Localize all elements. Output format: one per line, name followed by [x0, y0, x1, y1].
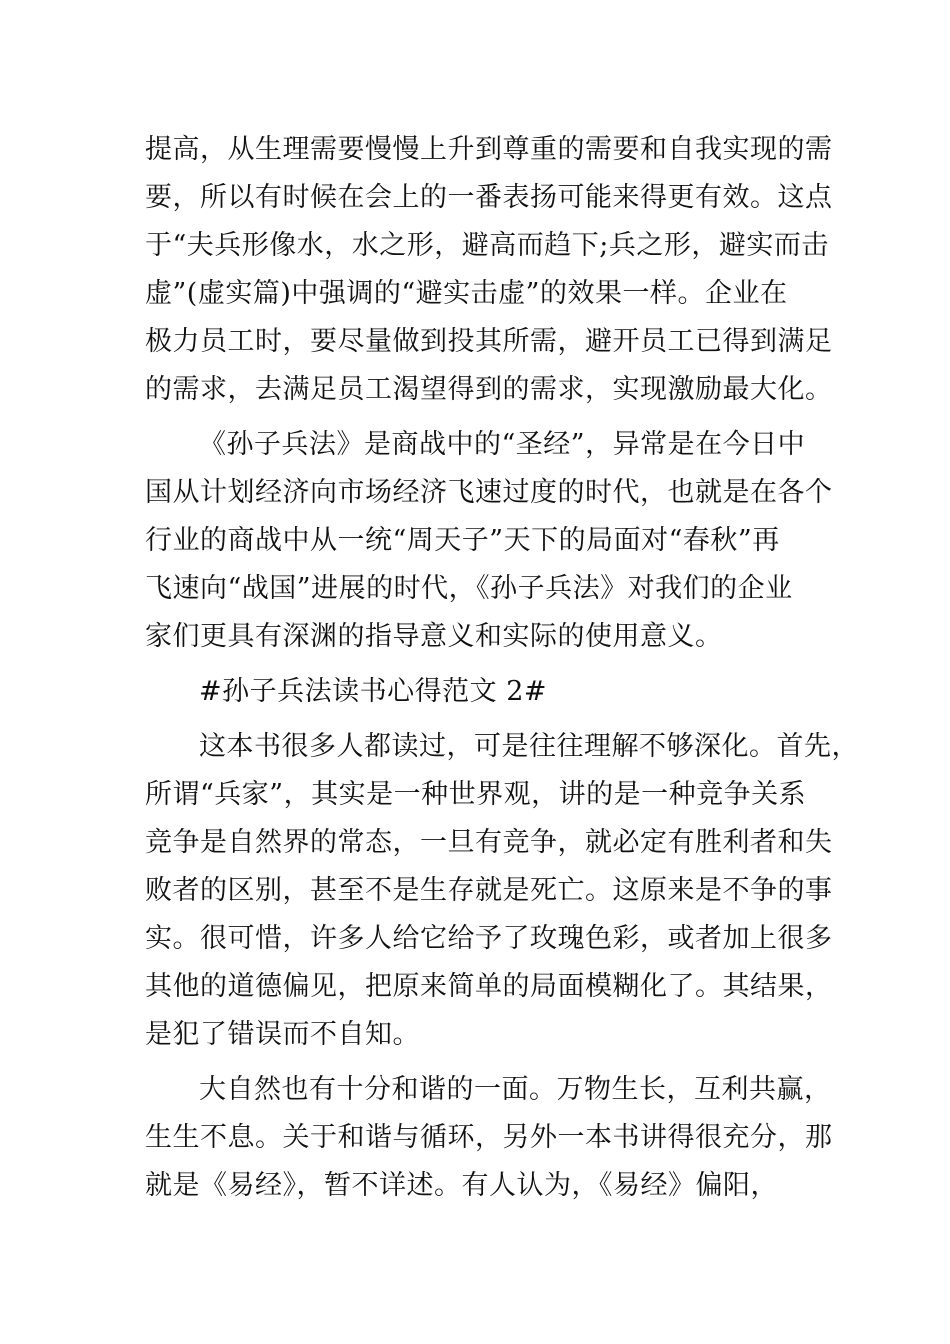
paragraph-first-line: 大自然也有十分和谐的一面。万物生长，互利共赢，	[199, 1074, 832, 1105]
text-line: 行业的商战中从一统“周天子”天下的局面对“春秋”再	[145, 525, 780, 556]
text-line: 于“夫兵形像水，水之形，避高而趋下;兵之形，避实而击	[145, 230, 829, 261]
text-line: 就是《易经》，暂不详述。有人认为，《易经》偏阳，	[145, 1170, 778, 1201]
text-line: 败者的区别，甚至不是生存就是死亡。这原来是不争的事	[145, 875, 833, 906]
text-line: 提高，从生理需要慢慢上升到尊重的需要和自我实现的需	[145, 134, 833, 165]
text-line: 其他的道德偏见，把原来简单的局面模糊化了。其结果，	[145, 971, 833, 1002]
text-line: 国从计划经济向市场经济飞速过度的时代，也就是在各个	[145, 477, 833, 508]
text-line: 竞争是自然界的常态，一旦有竞争，就必定有胜利者和失	[145, 827, 833, 858]
text-line: 生生不息。关于和谐与循环，另外一本书讲得很充分，那	[145, 1122, 833, 1153]
text-line: 家们更具有深渊的指导意义和实际的使用意义。	[145, 621, 723, 652]
text-line: 是犯了错误而不自知。	[145, 1019, 420, 1050]
text-line: 飞速向“战国”进展的时代，《孙子兵法》对我们的企业	[145, 573, 793, 604]
text-line: 要，所以有时候在会上的一番表扬可能来得更有效。这点	[145, 182, 833, 213]
text-line: 虚”(虚实篇)中强调的“避实击虚”的效果一样。企业在	[145, 278, 788, 309]
paragraph-first-line: 这本书很多人都读过，可是往往理解不够深化。首先，	[199, 731, 859, 762]
text-line: 的需求，去满足员工渴望得到的需求，实现激励最大化。	[145, 374, 833, 405]
section-heading: #孙子兵法读书心得范文 2#	[199, 676, 548, 707]
text-line: 所谓“兵家”，其实是一种世界观，讲的是一种竞争关系	[145, 779, 807, 810]
text-line: 极力员工时，要尽量做到投其所需，避开员工已得到满足	[145, 326, 833, 357]
paragraph-first-line: 《孙子兵法》是商战中的“圣经”，异常是在今日中	[199, 429, 806, 460]
text-line: 实。很可惜，许多人给它给予了玫瑰色彩，或者加上很多	[145, 923, 833, 954]
